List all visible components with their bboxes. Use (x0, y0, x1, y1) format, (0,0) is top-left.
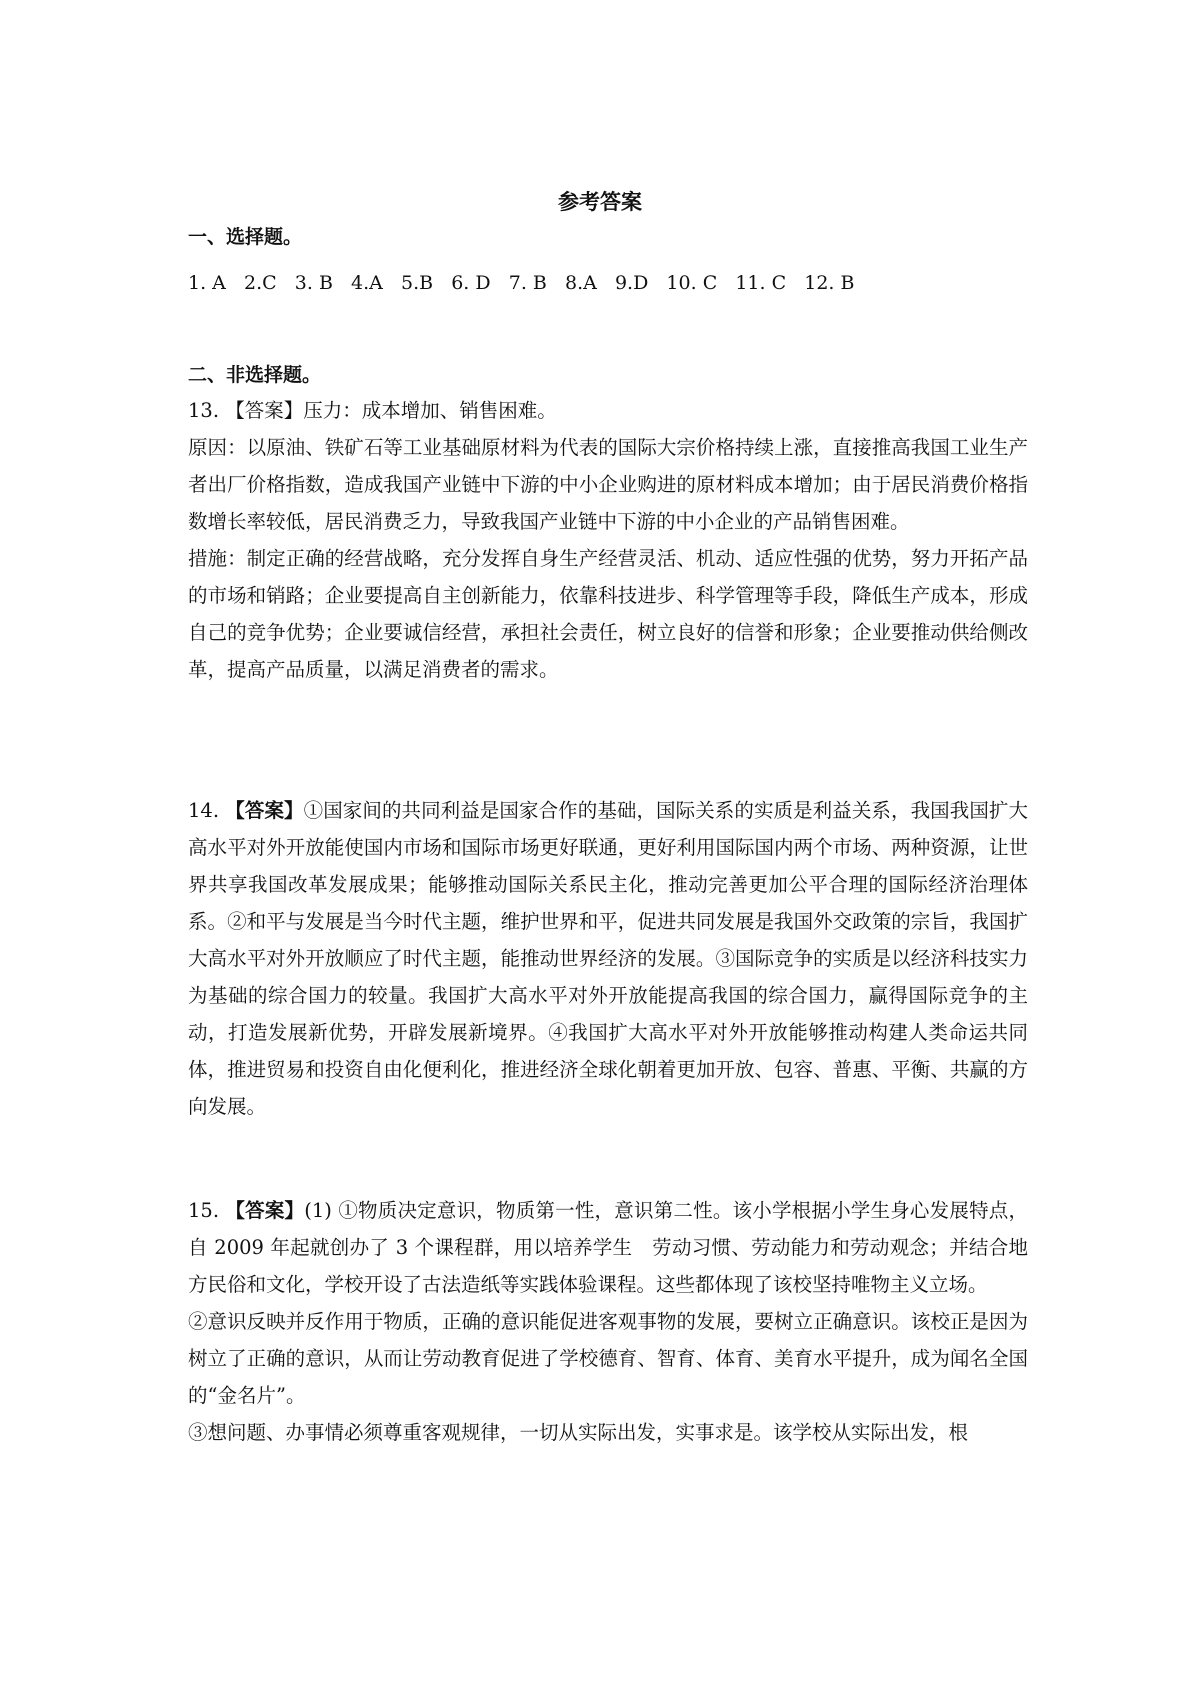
q14-label: 【答案】 (225, 799, 304, 822)
multiple-choice-answers: 1. A 2.C 3. B 4.A 5.B 6. D 7. B 8.A 9.D 10. C 11. C 12. B (188, 272, 855, 294)
q15-p2: ②意识反映并反作用于物质，正确的意识能促进客观事物的发展，要树立正确意识。该校正是因为树立了正确的意识，从而让劳动教育促进了学校德育、智育、体育、美育水平提升，成为闻名全国的“金名片”。 (188, 1310, 1028, 1407)
question-15 (188, 1192, 1028, 1451)
q13-answer-line: 压力：成本增加、销售困难。 (303, 399, 557, 422)
q15-p3: ③想问题、办事情必须尊重客观规律，一切从实际出发，实事求是。该学校从实际出发，根 (188, 1421, 969, 1444)
page-title: 参考答案 (558, 190, 642, 214)
q15-label: 【答案】 (225, 1199, 305, 1222)
question-13 (188, 392, 1028, 688)
q15-prefix: 15. (188, 1199, 226, 1222)
q13-reason: 原因：以原油、铁矿石等工业基础原材料为代表的国际大宗价格持续上涨，直接推高我国工业生产者出厂价格指数，造成我国产业链中下游的中小企业购进的原材料成本增加；由于居民消费价格指数增长率较低，居民消费乏力，导致我国产业链中下游的中小企业的产品销售困难。 (188, 436, 1028, 533)
q13-answer (188, 392, 1028, 429)
section1-heading: 一、选择题。 (188, 226, 303, 248)
q13-measures: 措施：制定正确的经营战略，充分发挥自身生产经营灵活、机动、适应性强的优势，努力开拓产品的市场和销路；企业要提高自主创新能力，依靠科技进步、科学管理等手段，降低生产成本，形成自己的竞争优势；企业要诚信经营，承担社会责任，树立良好的信誉和形象；企业要推动供给侧改革，提高产品质量，以满足消费者的需求。 (188, 547, 1028, 681)
q13-prefix: 13. 【答案】 (188, 399, 304, 422)
q14-text: ①国家间的共同利益是国家合作的基础，国际关系的实质是利益关系，我国我国扩大高水平对外开放能使国内市场和国际市场更好联通，更好利用国际国内两个市场、两种资源，让世界共享我国改革发展成果；能够推动国际关系民主化，推动完善更加公平合理的国际经济治理体系。②和平与发展是当今时代主题，维护世界和平，促进共同发展是我国外交政策的宗旨，我国扩大高水平对外开放顺应了时代主题，能推动世界经济的发展。③国际竞争的实质是以经济科技实力为基础的综合国力的较量。我国扩大高水平对外开放能提高我国的综合国力，赢得国际竞争的主动，打造发展新优势，开辟发展新境界。④我国扩大高水平对外开放能够推动构建人类命运共同体，推进贸易和投资自由化便利化，推进经济全球化朝着更加开放、包容、普惠、平衡、共赢的方向发展。 (188, 799, 1028, 1118)
q14-prefix: 14. (188, 799, 226, 822)
question-14 (188, 792, 1028, 1125)
q14-answer (188, 792, 1028, 1125)
q15-p1: (1) ①物质决定意识，物质第一性，意识第二性。该小学根据小学生身心发展特点，自 2009 年起就创办了 3 个课程群，用以培养学生 劳动习惯、劳动能力和劳动观念；并结合地方民俗和文化，学校开设了古法造纸等实践体验课程。这些都体现了该校坚持唯物主义立场。 (188, 1199, 1028, 1296)
section2-heading: 二、非选择题。 (188, 364, 322, 386)
q15-answer (188, 1192, 1028, 1303)
